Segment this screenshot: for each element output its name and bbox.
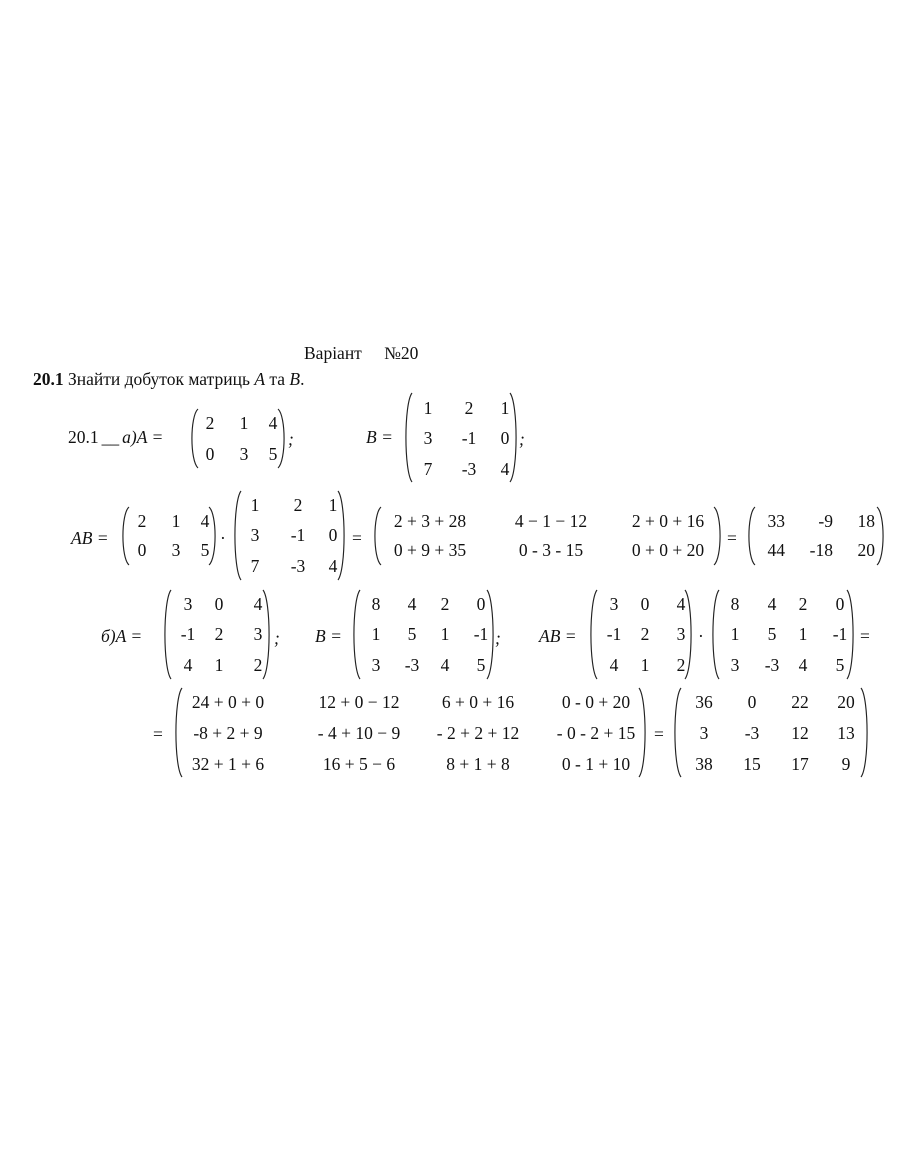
matrix-cell: - 4 + 10 − 9 [317,723,401,743]
matrix-cell: 0 [137,540,147,560]
task-conj: та [265,369,290,389]
left-paren [403,393,412,482]
matrix-cell: 3 [699,723,709,743]
matrix-cell: 0 - 0 + 20 [561,692,631,712]
matrix-cell: 12 [791,723,809,743]
matrix-cell: 2 + 3 + 28 [393,511,467,531]
matrix-cell: 4 [328,556,338,576]
matrix-cell: -1 [606,624,622,644]
matrix-cell: 0 [500,428,510,448]
left-paren [672,688,681,777]
matrix-cell: 6 + 0 + 16 [441,692,515,712]
matrix-cell: 1 [440,624,450,644]
part-b-eq-lead: = [153,724,163,744]
matrix-cell: 7 [423,459,433,479]
matrix-cell: -3 [404,655,420,675]
part-b-ab-lhs: AB = [539,626,577,646]
matrix-cell: 44 [767,540,785,560]
matrix-cell: 3 [730,655,740,675]
matrix-cell: -3 [744,723,760,743]
matrix-cell: 3 [609,594,619,614]
matrix-cell: 36 [695,692,713,712]
part-a-eq-1: = [352,528,362,548]
part-a-label [68,429,163,447]
part-a-semicolon-b: ; [519,429,525,449]
matrix-cell: 4 [407,594,417,614]
left-paren [120,507,129,565]
matrix-cell: 2 [440,594,450,614]
matrix-cell: 2 [798,594,808,614]
matrix-cell: 2 [293,495,303,515]
matrix-cell: 4 [200,511,210,531]
part-a-letter: а) [122,427,137,447]
matrix-cell: 1 [214,655,224,675]
matrix-cell: 1 [640,655,650,675]
part-b-eq-2: = [654,724,664,744]
matrix-cell: 4 [268,413,278,433]
matrix-cell: 1 [500,398,510,418]
matrix-cell: - 2 + 2 + 12 [436,723,520,743]
variant-number: №20 [384,343,419,363]
matrix-cell: 3 [371,655,381,675]
variant-label: Варіант [304,343,362,363]
matrix-cell: 16 + 5 − 6 [322,754,396,774]
matrix-cell: 9 [841,754,851,774]
matrix-cell: 0 [640,594,650,614]
matrix-cell: 3 [250,525,260,545]
part-a-semicolon-a: ; [288,429,294,449]
right-paren [338,491,347,580]
part-a-dot: · [220,528,226,548]
matrix-cell: 5 [268,444,278,464]
part-a-ab-lhs: AB = [71,528,109,548]
matrix-cell: 18 [857,511,875,531]
matrix-cell: 4 [798,655,808,675]
matrix-cell: 38 [695,754,713,774]
matrix-cell: 4 [183,655,193,675]
matrix-cell: 0 [205,444,215,464]
part-b-semicolon-b: ; [495,628,501,648]
left-paren [351,590,360,679]
task-var-b: B [289,369,301,389]
matrix-cell: 2 [253,655,263,675]
matrix-cell: 4 [767,594,777,614]
matrix-cell: 0 - 3 - 15 [518,540,584,560]
left-paren [232,491,241,580]
matrix-cell: 8 [371,594,381,614]
matrix-cell: 0 [835,594,845,614]
matrix-cell: -8 + 2 + 9 [193,723,263,743]
matrix-cell: 17 [791,754,809,774]
task-number: 20.1 [33,369,64,389]
left-paren [746,507,755,565]
matrix-cell: 3 [253,624,263,644]
matrix-cell: 20 [857,540,875,560]
right-paren [278,409,287,468]
matrix-cell: 7 [250,556,260,576]
matrix-cell: 13 [837,723,855,743]
matrix-cell: 5 [835,655,845,675]
matrix-cell: 1 [250,495,260,515]
matrix-cell: 4 [253,594,263,614]
matrix-cell: 3 [423,428,433,448]
task-text: Знайти добуток матриць [63,369,255,389]
matrix-cell: 5 [407,624,417,644]
matrix-cell: -1 [473,624,489,644]
matrix-cell: -3 [290,556,306,576]
matrix-cell: 0 [476,594,486,614]
matrix-cell: 22 [791,692,809,712]
task-statement [33,371,304,389]
matrix-cell: 1 [423,398,433,418]
right-paren [487,590,496,679]
matrix-cell: 0 [747,692,757,712]
matrix-cell: 0 + 0 + 20 [631,540,705,560]
left-paren [588,590,597,679]
matrix-cell: 20 [837,692,855,712]
matrix-cell: 3 [676,624,686,644]
part-b-lhs-a: A = [115,626,143,646]
matrix-cell: 33 [767,511,785,531]
part-b-letter: б) [101,626,116,646]
part-b-semicolon-a: ; [274,628,280,648]
matrix-cell: 2 [214,624,224,644]
task-var-a: A [254,369,266,389]
variant-heading [304,345,418,363]
right-paren [510,393,519,482]
part-a-blank: __ [101,427,120,447]
matrix-cell: 2 [464,398,474,418]
left-paren [372,507,381,565]
matrix-cell: -1 [290,525,306,545]
matrix-cell: 1 [239,413,249,433]
part-a-lhs-b: B = [366,427,393,447]
matrix-cell: -1 [180,624,196,644]
matrix-cell: 1 [798,624,808,644]
left-paren [189,409,198,468]
matrix-cell: 24 + 0 + 0 [191,692,265,712]
matrix-cell: 2 + 0 + 16 [631,511,705,531]
matrix-cell: 32 + 1 + 6 [191,754,265,774]
matrix-cell: -9 [818,511,833,531]
matrix-cell: 0 [328,525,338,545]
matrix-cell: 4 [609,655,619,675]
left-paren [162,590,171,679]
matrix-cell: -1 [461,428,477,448]
matrix-cell: 3 [183,594,193,614]
part-b-eq-1: = [860,626,870,646]
part-a-eq-2: = [727,528,737,548]
matrix-cell: 1 [371,624,381,644]
left-paren [173,688,182,777]
matrix-cell: 0 - 1 + 10 [561,754,631,774]
matrix-cell: 3 [171,540,181,560]
matrix-cell: 4 − 1 − 12 [514,511,588,531]
matrix-cell: 4 [440,655,450,675]
part-a-lhs-a: A = [136,427,164,447]
matrix-cell: 4 [500,459,510,479]
matrix-cell: 0 [214,594,224,614]
matrix-cell: 8 [730,594,740,614]
task-end: . [300,369,305,389]
matrix-cell: 1 [171,511,181,531]
matrix-cell: -3 [461,459,477,479]
matrix-cell: -1 [832,624,848,644]
right-paren [847,590,856,679]
matrix-cell: 2 [137,511,147,531]
right-paren [877,507,886,565]
matrix-cell: 4 [676,594,686,614]
part-b-dot: · [698,626,704,646]
right-paren [263,590,272,679]
matrix-cell: 5 [476,655,486,675]
matrix-cell: 5 [200,540,210,560]
matrix-cell: 5 [767,624,777,644]
matrix-cell: 15 [743,754,761,774]
part-a-prefix: 20.1 [68,427,99,447]
matrix-cell: 2 [205,413,215,433]
matrix-cell: -3 [764,655,780,675]
matrix-cell: 1 [328,495,338,515]
matrix-cell: -18 [809,540,833,560]
matrix-cell: 8 + 1 + 8 [446,754,510,774]
matrix-cell: 2 [640,624,650,644]
matrix-cell: 0 + 9 + 35 [393,540,467,560]
matrix-cell: 12 + 0 − 12 [318,692,400,712]
matrix-cell: 3 [239,444,249,464]
matrix-cell: - 0 - 2 + 15 [556,723,636,743]
part-b-lhs-b: B = [315,626,342,646]
right-paren [861,688,870,777]
left-paren [710,590,719,679]
matrix-cell: 1 [730,624,740,644]
matrix-cell: 2 [676,655,686,675]
